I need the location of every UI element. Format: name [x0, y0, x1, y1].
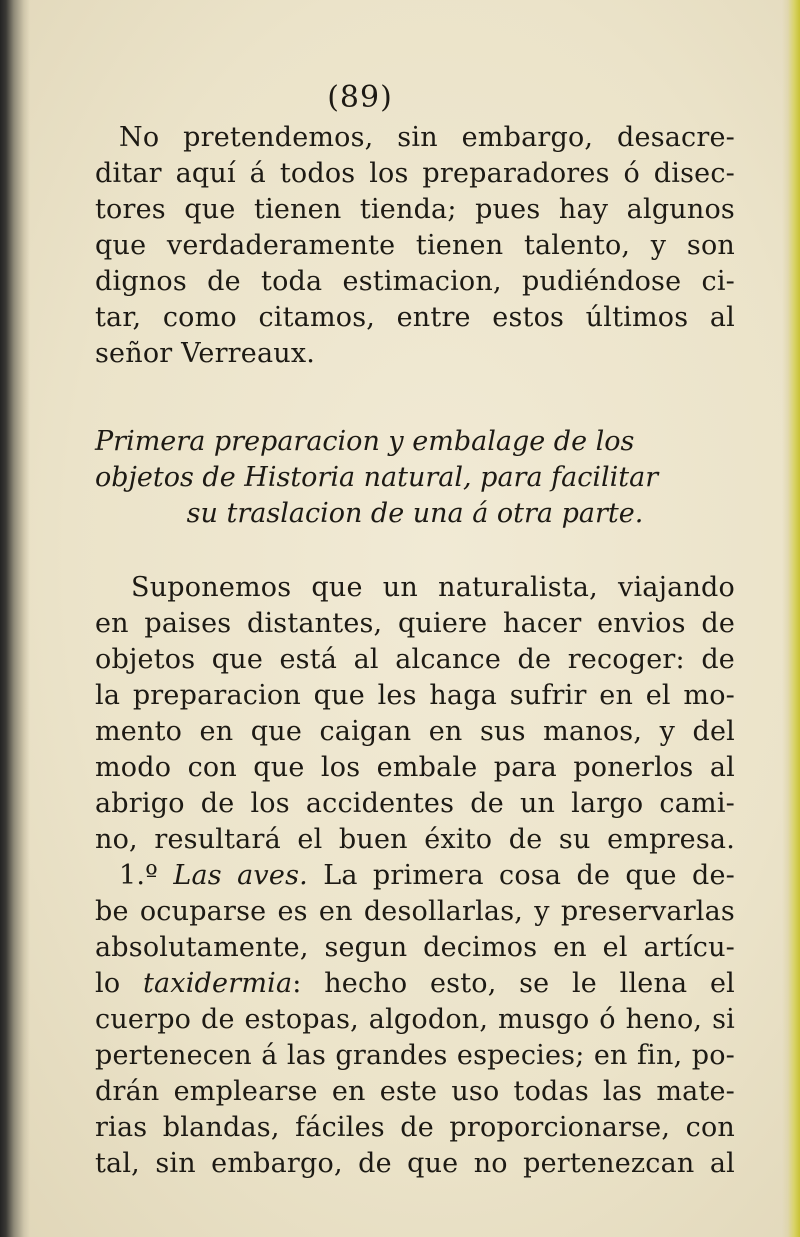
text-fragment: : hecho esto, se le llena el [292, 968, 735, 999]
heading-line: su traslacion de una á otra parte. [186, 498, 644, 529]
text-line: tal, sin embargo, de que no pertenezcan al [95, 1148, 735, 1179]
text-line: que verdaderamente tienen talento, y son [95, 230, 735, 261]
text-line: Suponemos que un naturalista, viajando [131, 572, 735, 603]
section-heading [95, 424, 735, 532]
page-number: (89) [327, 80, 393, 115]
text-fragment: La primera cosa de que de- [323, 860, 735, 891]
text-line: No pretendemos, sin embargo, desacre- [119, 122, 735, 153]
text-line: no, resultará el buen éxito de su empresa. [95, 824, 735, 855]
text-line: objetos que está al alcance de recoger: de [95, 644, 735, 675]
binding-shadow [0, 0, 30, 1237]
text-line: dignos de toda estimacion, pudiéndose ci- [95, 266, 735, 297]
taxidermia-reference: taxidermia [142, 968, 293, 999]
text-line: rias blandas, fáciles de proporcionarse, con [95, 1112, 735, 1143]
heading-line: Primera preparacion y embalage de los [95, 426, 635, 457]
taxidermia-line [95, 966, 735, 1002]
paragraph-body [95, 570, 735, 1182]
birds-section-title: Las aves. [173, 860, 308, 891]
text-fragment: lo [95, 968, 121, 999]
text-line: cuerpo de estopas, algodon, musgo ó heno, si [95, 1004, 735, 1035]
birds-section-first-line [95, 858, 735, 894]
text-line: be ocuparse es en desollarlas, y preservarlas [95, 896, 735, 927]
text-line: señor Verreaux. [95, 338, 316, 369]
text-line: drán emplearse en este uso todas las mate- [95, 1076, 735, 1107]
text-line: la preparacion que les haga sufrir en el mo- [95, 680, 735, 711]
paragraph-intro [95, 120, 735, 372]
text-line: modo con que los embale para ponerlos al [95, 752, 735, 783]
text-line: ditar aquí á todos los preparadores ó disec- [95, 158, 735, 189]
page-edge [782, 0, 800, 1237]
text-line: tar, como citamos, entre estos últimos al [95, 302, 735, 333]
text-line: absolutamente, segun decimos en el artícu- [95, 932, 735, 963]
text-line: abrigo de los accidentes de un largo cami- [95, 788, 735, 819]
section-number: 1.º [119, 860, 159, 891]
text-line: mento en que caigan en sus manos, y del [95, 716, 735, 747]
text-line: tores que tienen tienda; pues hay algunos [95, 194, 735, 225]
text-line: pertenecen á las grandes especies; en fin, po- [95, 1040, 735, 1071]
text-line: en paises distantes, quiere hacer envios de [95, 608, 735, 639]
heading-line: objetos de Historia natural, para facilitar [95, 462, 659, 493]
